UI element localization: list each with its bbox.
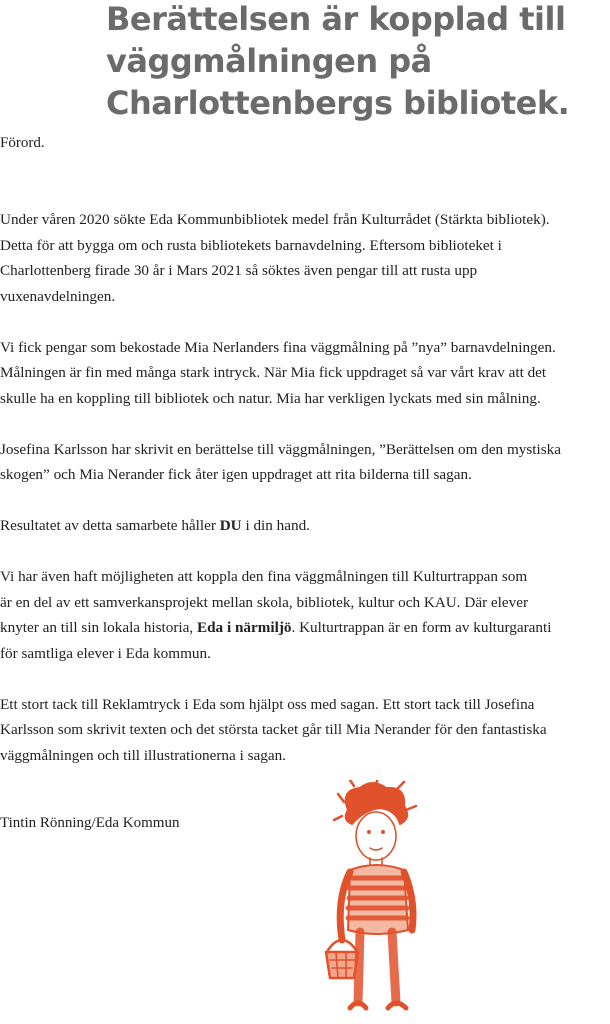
signature: Tintin Rönning/Eda Kommun (0, 815, 180, 831)
text-line: Karlsson som skrivit texten och det största tacket går till Mia Nerander för den fantastiska (0, 721, 547, 738)
text-line: är en del av ett samverkansprojekt mellan skola, bibliotek, kultur och KAU. Där elever (0, 593, 529, 611)
paragraph (0, 437, 605, 488)
text-line: skulle ha en koppling till bibliotek och natur. Mia har verkligen lyckats med sin målning. (0, 389, 541, 407)
text-line: Charlottenberg firade 30 år i Mars 2021 så söktes även pengar till att rusta upp (0, 262, 478, 279)
text-line: för samtliga elever i Eda kommun. (0, 644, 211, 662)
bold-text: DU (219, 517, 242, 534)
heading-line: väggmålningen på (106, 42, 432, 80)
paragraph (0, 513, 605, 539)
text-line: Vi fick pengar som bekostade Mia Nerlanders fina väggmålning på ”nya” barnavdelningen. (0, 338, 556, 356)
text-line: Josefina Karlsson har skrivit en berättelse till väggmålningen, ”Berättelsen om den mystiska (0, 440, 561, 458)
text-run: i din hand. (241, 517, 310, 534)
text-line: Vi har även haft möjligheten att koppla den fina väggmålningen till Kulturtrappan som (0, 568, 528, 585)
body-text (0, 207, 605, 794)
text-line: väggmålningen och till illustrationerna i sagan. (0, 746, 286, 764)
bold-text: Eda i närmiljö (196, 619, 292, 636)
text-line: vuxenavdelningen. (0, 287, 116, 305)
text-run: Resultatet av detta samarbete håller (0, 517, 220, 534)
text-line: skogen” och Mia Nerander fick åter igen uppdraget att rita bilderna till sagan. (0, 466, 472, 483)
heading-line: Berättelsen är kopplad till (106, 0, 566, 38)
child-with-basket-illustration (320, 780, 430, 1024)
page-heading (106, 0, 596, 124)
text-line: Ett stort tack till Reklamtryck i Eda som hjälpt oss med sagan. Ett stort tack till Josefina (0, 695, 535, 713)
text-line (0, 513, 605, 539)
paragraph (0, 207, 605, 309)
paragraph (0, 564, 605, 666)
preface-label: Förord. (0, 135, 45, 151)
text-line: Målningen är fin med många stark intryck. När Mia fick uppdraget så var vårt krav att det (0, 364, 547, 381)
text-run: knyter an till sin lokala historia, (0, 619, 197, 636)
text-line: Detta för att bygga om och rusta bibliotekets barnavdelning. Eftersom biblioteket i (0, 236, 502, 254)
text-run: . Kulturtrappan är en form av kulturgaranti (291, 619, 552, 636)
text-line (0, 615, 605, 641)
heading-line: Charlottenbergs bibliotek. (106, 84, 570, 122)
paragraph (0, 692, 605, 769)
paragraph (0, 335, 605, 412)
text-line: Under våren 2020 sökte Eda Kommunbibliotek medel från Kulturrådet (Stärkta bibliotek). (0, 211, 550, 228)
